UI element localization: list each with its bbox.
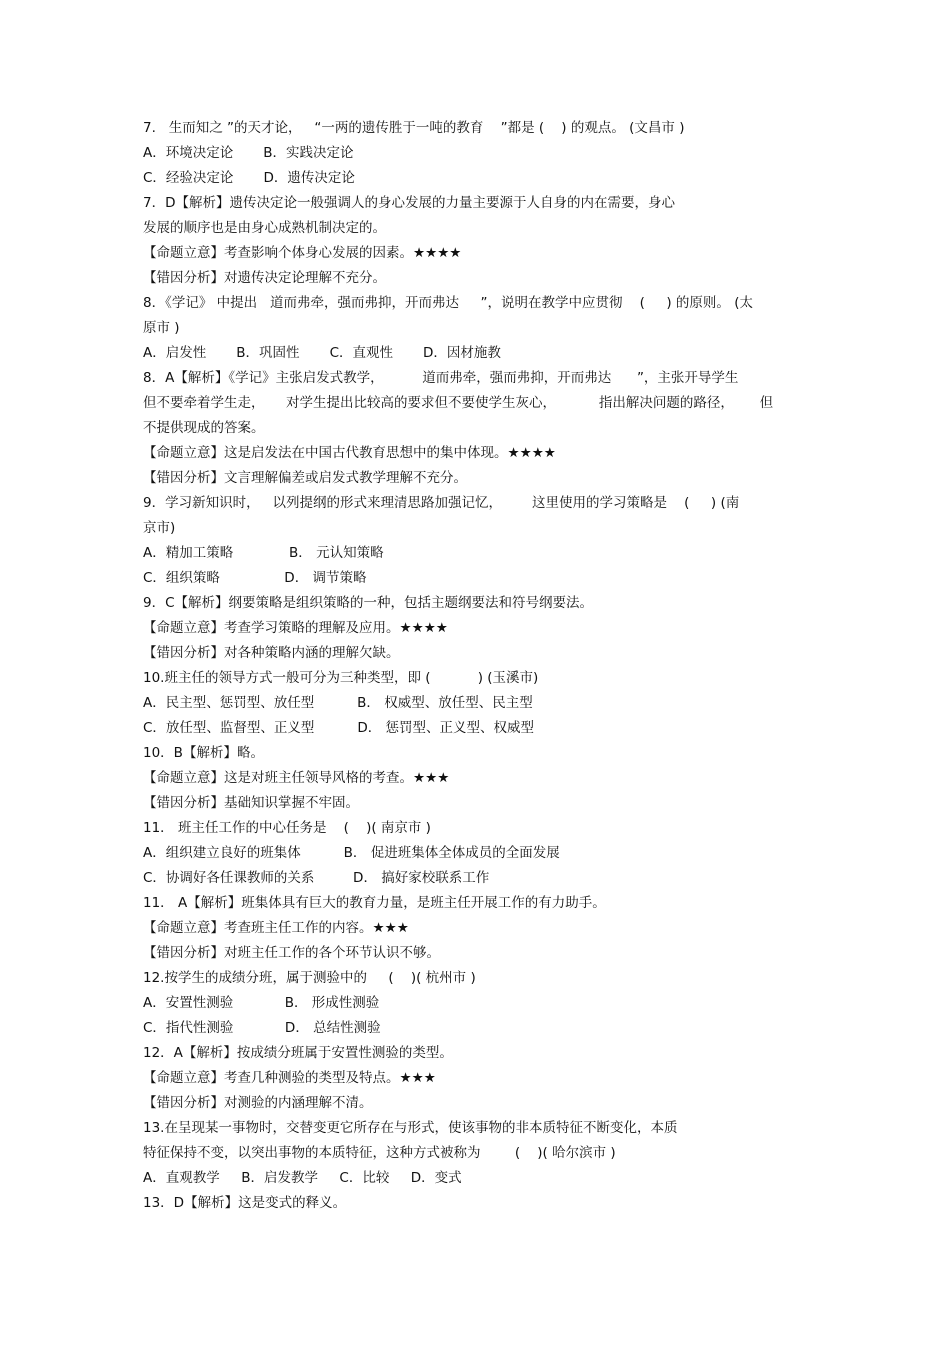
text-line: 但不要牵着学生走， 对学生提出比较高的要求但不要使学生灰心， 指出解决问题的路径， 但	[143, 395, 774, 411]
text-line: 11． A【解析】班集体具有巨大的教育力量，是班主任开展工作的有力助手。	[143, 895, 606, 911]
text-line: 【命题立意】考查学习策略的理解及应用。★★★★	[143, 620, 448, 636]
text-line: 【错因分析】对遗传决定论理解不充分。	[143, 270, 386, 286]
text-line: 【错因分析】文言理解偏差或启发式教学理解不充分。	[143, 470, 467, 486]
text-line: 【命题立意】这是启发法在中国古代教育思想中的集中体现。★★★★	[143, 445, 556, 461]
text-line: 不提供现成的答案。	[143, 420, 265, 436]
text-line: 13．D【解析】这是变式的释义。	[143, 1195, 347, 1211]
text-line: 13.在呈现某一事物时，交替变更它所存在与形式，使该事物的非本质特征不断变化，本质	[143, 1120, 678, 1136]
text-line: 京市)	[143, 520, 176, 536]
text-line: 【命题立意】考查影响个体身心发展的因素。★★★★	[143, 245, 462, 261]
document-page	[143, 116, 808, 1216]
text-line: C．协调好各任课教师的关系 D． 搞好家校联系工作	[143, 870, 490, 886]
text-line: 12.按学生的成绩分班，属于测验中的 ( )( 杭州市 )	[143, 970, 476, 986]
text-line: A．民主型、惩罚型、放任型 B． 权威型、放任型、民主型	[143, 695, 533, 711]
text-line: 9．学习新知识时， 以列提纲的形式来理清思路加强记忆， 这里使用的学习策略是 ( ) (南	[143, 495, 740, 511]
text-line: 【错因分析】对各种策略内涵的理解欠缺。	[143, 645, 400, 661]
text-line: C．组织策略 D． 调节策略	[143, 570, 367, 586]
text-line: 特征保持不变，以突出事物的本质特征，这种方式被称为 ( )( 哈尔滨市 )	[143, 1145, 616, 1161]
text-line: A．环境决定论 B．实践决定论	[143, 145, 354, 161]
text-line: 12．A【解析】按成绩分班属于安置性测验的类型。	[143, 1045, 453, 1061]
text-line: 8．《学记》 中提出 道而弗牵，强而弗抑，开而弗达 ”，说明在教学中应贯彻 ( ) 的原则。 (太	[143, 295, 753, 311]
text-line: 7. 生而知之 ”的天才论， “一两的遗传胜于一吨的教育 ”都是 ( ) 的观点。 (文昌市 )	[143, 120, 685, 136]
text-line: C．指代性测验 D． 总结性测验	[143, 1020, 381, 1036]
text-line: 7．D【解析】遗传决定论一般强调人的身心发展的力量主要源于人自身的内在需要，身心	[143, 195, 675, 211]
text-line: 【命题立意】考查班主任工作的内容。★★★	[143, 920, 409, 936]
text-line: C．经验决定论 D．遗传决定论	[143, 170, 355, 186]
text-line: C．放任型、监督型、正义型 D． 惩罚型、正义型、权威型	[143, 720, 535, 736]
text-line: 8．A【解析】《学记》主张启发式教学， 道而弗牵，强而弗抑，开而弗达 ”，主张开导学生	[143, 370, 739, 386]
text-line: 【命题立意】这是对班主任领导风格的考查。★★★	[143, 770, 450, 786]
text-line: 10．B【解析】略。	[143, 745, 264, 761]
text-line: A．精加工策略 B． 元认知策略	[143, 545, 384, 561]
text-line: 发展的顺序也是由身心成熟机制决定的。	[143, 220, 386, 236]
text-line: 【错因分析】对班主任工作的各个环节认识不够。	[143, 945, 440, 961]
text-line: 【命题立意】考查几种测验的类型及特点。★★★	[143, 1070, 436, 1086]
text-line: 11． 班主任工作的中心任务是 ( )( 南京市 )	[143, 820, 431, 836]
text-line: 【错因分析】对测验的内涵理解不清。	[143, 1095, 373, 1111]
text-line: A．安置性测验 B． 形成性测验	[143, 995, 380, 1011]
text-line: A．组织建立良好的班集体 B． 促进班集体全体成员的全面发展	[143, 845, 560, 861]
text-line: 【错因分析】基础知识掌握不牢固。	[143, 795, 359, 811]
text-line: 原市 )	[143, 320, 180, 336]
text-line: A．直观教学 B．启发教学 C．比较 D．变式	[143, 1170, 462, 1186]
text-line: 9．C【解析】纲要策略是组织策略的一种，包括主题纲要法和符号纲要法。	[143, 595, 594, 611]
text-line: A．启发性 B．巩固性 C．直观性 D．因材施教	[143, 345, 501, 361]
text-line: 10.班主任的领导方式一般可分为三种类型，即 ( ) (玉溪市)	[143, 670, 539, 686]
